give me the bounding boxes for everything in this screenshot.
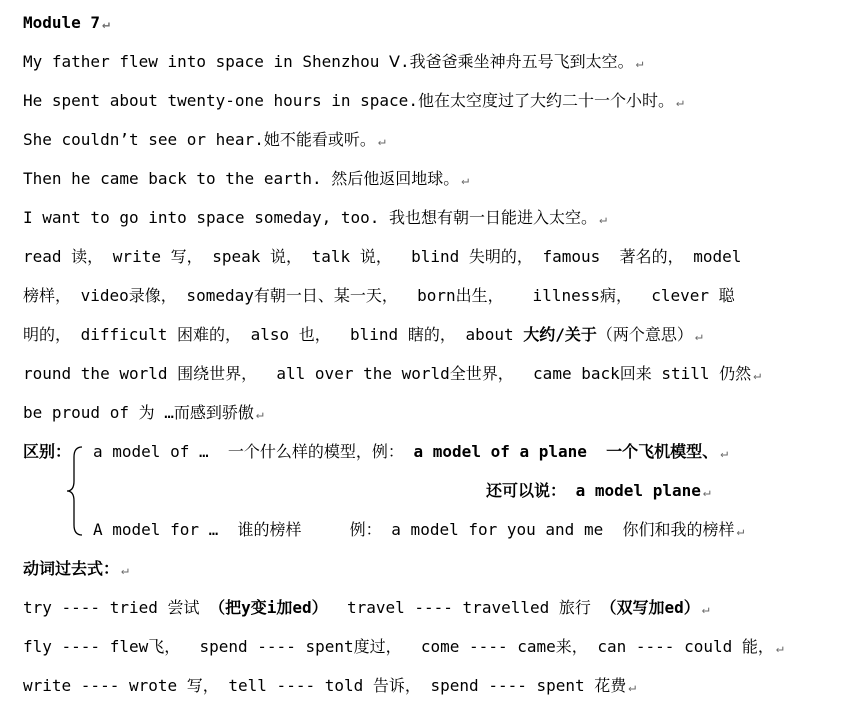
past-tense-heading: 动词过去式： ↵	[23, 559, 129, 578]
sentence-line: Then he came back to the earth. 然后他返回地球。 ↵	[23, 169, 470, 188]
past-tense-line: fly ---- flew飞， spend ---- spent度过， come ---- came来， can ---- could 能， ↵	[23, 637, 784, 656]
past-tense-line: try ---- tried 尝试 （把y变i加ed） travel ---- travelled 旅行 （双写加ed） ↵	[23, 598, 710, 617]
module-title: Module 7 ↵	[23, 13, 110, 32]
paragraph-mark-icon: ↵	[121, 563, 129, 578]
paragraph-mark-icon: ↵	[461, 173, 470, 188]
sentence-line: My father flew into space in Shenzhou Ⅴ.我爸爸乘坐神舟五号飞到太空。 ↵	[23, 52, 644, 71]
sentence-line: She couldn’t see or hear.她不能看或听。 ↵	[23, 130, 386, 149]
vocab-line: round the world 围绕世界， all over the world全世界， came back回来 still 仍然 ↵	[23, 364, 762, 383]
paragraph-mark-icon: ↵	[377, 134, 386, 149]
vocab-line: be proud of 为 …而感到骄傲 ↵	[23, 403, 264, 422]
past-tense-line: write ---- wrote 写， tell ---- told 告诉， spend ---- spent 花费 ↵	[23, 676, 637, 695]
paragraph-mark-icon: ↵	[102, 17, 110, 32]
paragraph-mark-icon: ↵	[628, 680, 637, 695]
sentence-line: He spent about twenty-one hours in space.他在太空度过了大约二十一个小时。 ↵	[23, 91, 684, 110]
paragraph-mark-icon: ↵	[599, 212, 607, 227]
paragraph-mark-icon: ↵	[753, 368, 762, 383]
vocab-emphasis: 大约/关于	[523, 325, 597, 344]
paragraph-mark-icon: ↵	[694, 329, 703, 344]
paragraph-mark-icon: ↵	[702, 485, 711, 500]
vocab-line: read 读， write 写， speak 说， talk 说， blind 失明的， famous 著名的， model	[23, 247, 742, 266]
sentence-line: I want to go into space someday, too. 我也想有朝一日能进入太空。 ↵	[23, 208, 607, 227]
curly-brace-icon	[64, 445, 84, 537]
paragraph-mark-icon: ↵	[675, 95, 684, 110]
distinction-row-model-for: A model for … 谁的榜样 例： a model for you and me 你们和我的榜样 ↵	[93, 520, 745, 539]
paragraph-mark-icon: ↵	[255, 407, 264, 422]
vocab-line: 榜样， video录像， someday有朝一日、某一天， born出生， illness病， clever 聪	[23, 286, 735, 305]
distinction-row-model-of: a model of … 一个什么样的模型，例： a model of a plane 一个飞机模型、 ↵	[93, 442, 729, 461]
distinction-row-alt: 还可以说： a model plane ↵	[486, 481, 711, 500]
paragraph-mark-icon: ↵	[635, 56, 644, 71]
paragraph-mark-icon: ↵	[775, 641, 784, 656]
paragraph-mark-icon: ↵	[720, 446, 729, 461]
vocab-line: 明的， difficult 困难的， also 也， blind 瞎的， about 大约/关于（两个意思） ↵	[23, 325, 703, 344]
paragraph-mark-icon: ↵	[701, 602, 710, 617]
distinction-label: 区别：	[23, 442, 72, 461]
paragraph-mark-icon: ↵	[736, 524, 745, 539]
